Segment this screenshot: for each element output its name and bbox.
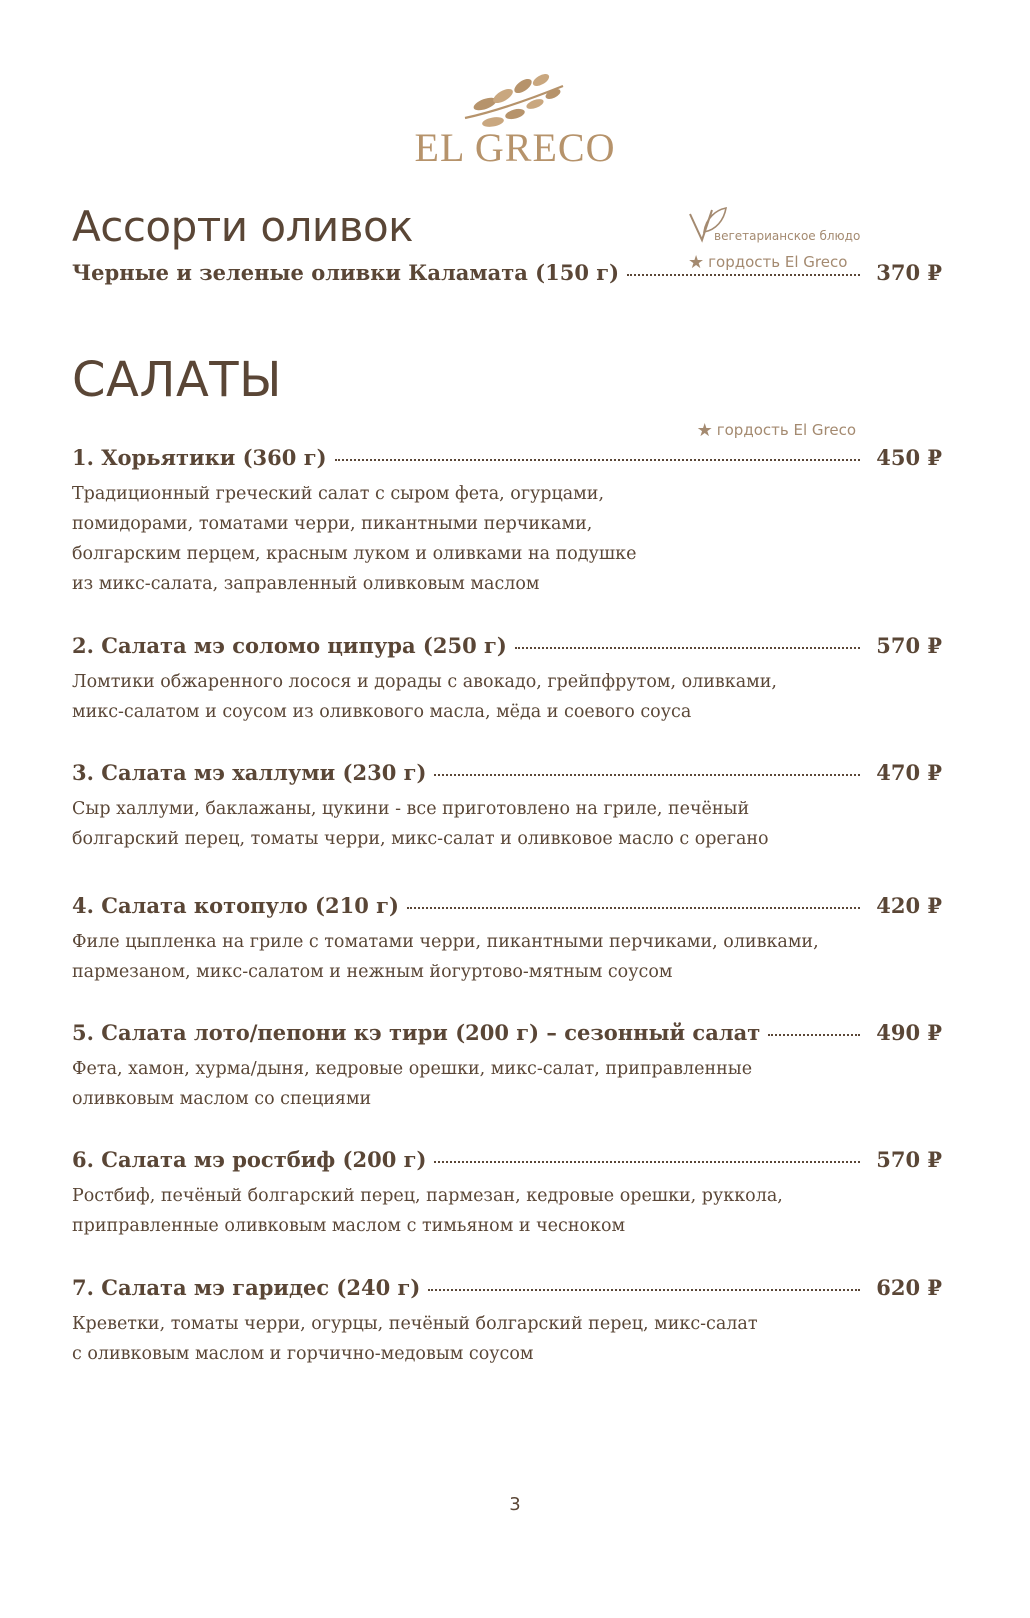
item-price: 570 ₽	[876, 633, 942, 658]
item-description	[72, 794, 872, 854]
pride-badge	[697, 419, 856, 440]
item-description	[72, 1181, 872, 1241]
description-line: оливковым маслом со специями	[72, 1089, 372, 1109]
description-line: микс-салатом и соусом из оливкового масла, мёда и соевого соуса	[72, 702, 692, 722]
el-greco-logo	[405, 72, 625, 172]
item-price: 470 ₽	[876, 760, 942, 785]
menu-item	[72, 420, 942, 599]
menu-item	[72, 893, 942, 987]
menu-item	[72, 760, 942, 854]
dot-leader	[434, 1161, 860, 1163]
description-line: Фета, хамон, хурма/дыня, кедровые орешки, микс-салат, приправленные	[72, 1059, 753, 1079]
star-icon: ★	[696, 420, 713, 441]
legend-pride-label: гордость El Greco	[708, 253, 848, 271]
item-description	[72, 1309, 872, 1369]
menu-item	[72, 633, 942, 727]
dot-leader	[407, 907, 860, 909]
item-description	[72, 927, 872, 987]
dot-leader	[335, 459, 860, 461]
item-price: 570 ₽	[876, 1147, 942, 1172]
item-name: 5. Салата лото/пепони кэ тири (200 г) – сезонный салат	[72, 1020, 761, 1045]
section-title-olives: Ассорти оливок	[72, 202, 414, 251]
dot-leader	[768, 1034, 860, 1036]
description-line: Традиционный греческий салат с сыром фета, огурцами,	[72, 484, 605, 504]
item-name: 2. Салата мэ соломо ципура (250 г)	[72, 633, 507, 658]
olive-branch-icon	[463, 72, 567, 128]
item-name: 7. Салата мэ гаридес (240 г)	[72, 1275, 421, 1300]
section-title-salads: САЛАТЫ	[72, 352, 282, 408]
dot-leader	[627, 274, 860, 276]
item-price: 620 ₽	[876, 1275, 942, 1300]
dot-leader	[515, 647, 860, 649]
item-name: 6. Салата мэ ростбиф (200 г)	[72, 1147, 427, 1172]
olives-item	[72, 260, 942, 290]
description-line: Ростбиф, печёный болгарский перец, пармезан, кедровые орешки, руккола,	[72, 1186, 783, 1206]
item-price: 420 ₽	[876, 893, 942, 918]
description-line: приправленные оливковым маслом с тимьяном и чесноком	[72, 1216, 626, 1236]
description-line: пармезаном, микс-салатом и нежным йогуртово-мятным соусом	[72, 962, 673, 982]
item-price: 490 ₽	[876, 1020, 942, 1045]
pride-badge-label: гордость El Greco	[716, 421, 856, 439]
item-description	[72, 479, 872, 599]
description-line: болгарский перец, томаты черри, микс-салат и оливковое масло с орегано	[72, 829, 769, 849]
item-name: Черные и зеленые оливки Каламата (150 г)	[72, 260, 620, 285]
legend-vegetarian-label: вегетарианское блюдо	[714, 229, 861, 243]
description-line: Креветки, томаты черри, огурцы, печёный болгарский перец, микс-салат	[72, 1314, 758, 1334]
logo-wordmark: EL GRECO	[414, 125, 616, 170]
star-icon: ★	[688, 252, 705, 273]
description-line: из микс-салата, заправленный оливковым маслом	[72, 574, 540, 594]
description-line: помидорами, томатами черри, пикантными перчиками,	[72, 514, 593, 534]
description-line: Ломтики обжаренного лосося и дорады с авокадо, грейпфрутом, оливками,	[72, 672, 777, 692]
item-description	[72, 1054, 872, 1114]
menu-item	[72, 1275, 942, 1369]
description-line: Филе цыпленка на гриле с томатами черри, пикантными перчиками, оливками,	[72, 932, 819, 952]
description-line: Сыр халлуми, баклажаны, цукини - все приготовлено на гриле, печёный	[72, 799, 750, 819]
item-description	[72, 667, 872, 727]
dot-leader	[428, 1289, 860, 1291]
dot-leader	[434, 774, 860, 776]
description-line: болгарским перцем, красным луком и оливками на подушке	[72, 544, 637, 564]
item-price: 450 ₽	[876, 445, 942, 470]
page-number: 3	[509, 1494, 521, 1515]
description-line: с оливковым маслом и горчично-медовым соусом	[72, 1344, 534, 1364]
menu-item	[72, 1147, 942, 1241]
item-price: 370 ₽	[876, 260, 942, 285]
item-name: 4. Салата котопуло (210 г)	[72, 893, 399, 918]
menu-item	[72, 1020, 942, 1114]
item-name: 3. Салата мэ халлуми (230 г)	[72, 760, 427, 785]
item-name: 1. Хорьятики (360 г)	[72, 445, 327, 470]
